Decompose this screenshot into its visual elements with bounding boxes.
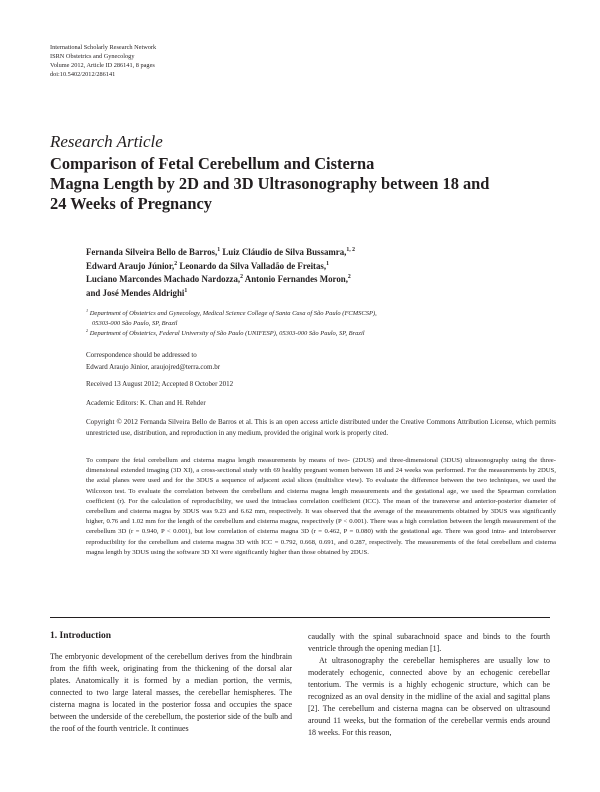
author-name: Edward Araujo Júnior,: [86, 260, 175, 271]
title-line-1: Comparison of Fetal Cerebellum and Cisterna: [50, 154, 375, 173]
affiliation-text: Department of Obstetrics and Gynecology, Medical Science College of Santa Casa of São Paulo (FCMSCSP),: [89, 310, 377, 317]
author-affil-sup: 1: [326, 260, 329, 267]
section-divider: [50, 617, 550, 618]
correspondence: [86, 350, 220, 373]
author-name: Luciano Marcondes Machado Nardozza,: [86, 274, 241, 285]
author-name: Luiz Cláudio de Silva Bussamra,: [222, 247, 347, 257]
journal-volume: Volume 2012, Article ID 286141, 8 pages: [50, 61, 155, 69]
affiliation-1: [86, 309, 556, 329]
author-line-4: [86, 287, 556, 301]
author-affil-sup: 1, 2: [346, 247, 356, 254]
article-type: Research Article: [50, 132, 163, 151]
intro-paragraph-1: The embryonic development of the cerebellum derives from the hindbrain from the fifth week, originating from the thickening of the dorsal alar plates. Anatomically it is formed by a median portion, the vermis, connected to two large lateral masses, the cerebellar hemispheres. The cisterna magna is located in the posterior fossa and occupies the space between the underside of the cerebellum, the posterior side of the bulb and the roof of the fourth ventricle. It continues: [50, 652, 292, 733]
affiliation-text: Department of Obstetrics, Federal University of São Paulo (UNIFESP), 05303-000 São Paulo, SP, Brazil: [89, 330, 365, 338]
copyright-notice: Copyright © 2012 Fernanda Silveira Bello de Barros et al. This is an open access article distributed under the Creative Commons Attribution License, which permits unrestricted use, distribution, and reproduction in any medium, provided the original work is properly cited.: [86, 418, 556, 437]
affiliations: [86, 309, 556, 339]
abstract-text: To compare the fetal cerebellum and cisterna magna length measurements by means of two- (2DUS) and three-dimensional (3DUS) ultrasonography using the three-dimensional extended imaging (3D XI), a cross-sectional study with 69 healthy pregnant women between 18 and 24 weeks was performed. For the measurements by 2DUS, the axial planes were used and for the 3DUS a sequence of adjacent axial slices (multislice view). To evaluate the difference between the two techniques, we used the Wilcoxon test. To evaluate the correlation between the cerebellum and cisterna magna length measurements and the gestational age, we used the Spearman correlation coefficient (r). For the calculation of reproducibility, we used the intraclass correlation coefficient (ICC). The mean of the transverse and anterior-posterior diameter of cerebellum and cisterna magna by 3DUS was 9.23 and 6.62 mm, respectively. It was observed that the average of the measurements obtained by 3DUS was significantly higher, 0.76 and 1.02 mm for the length of the cerebellum and cisterna magna, respectively (P < 0.001). There was a high correlation between the length measurement of the cerebellum 3D (r = 0.940, P < 0.001), but low correlation of cisterna magna 3D (r = 0.462, P = 0.080) with the gestational age. There was good intra- and interobserver reproducibility for the cerebellum and cisterna magna 3D with ICC = 0.792, 0.668, 0.691, and 0.287, respectively. The measurements of the fetal cerebellum and cisterna magna length by 3DUS using the software 3D XI were significantly higher than those obtained by 2DUS.: [86, 457, 556, 556]
journal-header: [50, 44, 156, 80]
author-affil-sup: 1: [184, 287, 188, 294]
journal-name: ISRN Obstetrics and Gynecology: [50, 52, 135, 60]
author-affil-sup: 2: [240, 274, 244, 281]
author-name: Leonardo da Silva Valladão de Freitas,: [179, 260, 327, 271]
abstract: [86, 456, 556, 558]
author-affil-sup: 2: [347, 274, 351, 281]
intro-paragraph-2: At ultrasonography the cerebellar hemispheres are usually low to moderately echogenic, connected above by an echogenic cerebellar tentorium. The vermis is a highly echogenic structure, which can be recognized as an oval density in the midline of the axial and sagittal plans [2]. The cerebellum and cisterna magna can be observed on ultrasound around 11 weeks, but the formation of the cerebellar vermis ends around 18 weeks. For this reason,: [308, 655, 550, 737]
affiliation-text-cont: 05303-000 São Paulo, SP, Brazil: [92, 320, 178, 328]
academic-editors: Academic Editors: K. Chan and H. Rehder: [86, 399, 206, 407]
journal-network: International Scholarly Research Network: [50, 44, 157, 51]
article-title: [50, 154, 550, 214]
left-column: [50, 631, 292, 735]
author-line-3: [86, 273, 556, 287]
affiliation-2: [86, 329, 556, 339]
section-heading-introduction: 1. Introduction: [50, 631, 112, 641]
right-column: [308, 631, 550, 739]
author-affil-sup: 1: [217, 247, 221, 254]
title-line-3: 24 Weeks of Pregnancy: [50, 194, 212, 213]
correspondence-label: Correspondence should be addressed to: [86, 351, 197, 359]
author-name: Antonio Fernandes Moron,: [244, 274, 348, 285]
author-list: [86, 246, 556, 300]
title-line-2: Magna Length by 2D and 3D Ultrasonography between 18 and: [50, 174, 490, 193]
author-line-1: [86, 246, 556, 260]
journal-doi: doi:10.5402/2012/286141: [50, 70, 116, 78]
author-name: and José Mendes Aldrighi: [86, 287, 185, 298]
author-affil-sup: 2: [174, 260, 178, 267]
author-name: Fernanda Silveira Bello de Barros,: [86, 247, 218, 257]
correspondence-value: Edward Araujo Júnior, araujojred@terra.com.br: [86, 362, 221, 371]
affiliation-sup: 2: [86, 328, 89, 334]
affiliation-sup: 1: [86, 307, 89, 313]
author-line-2: [86, 260, 556, 274]
received-dates: Received 13 August 2012; Accepted 8 October 2012: [86, 380, 234, 388]
intro-paragraph-1-cont: caudally with the spinal subarachnoid space and binds to the fourth ventricle through the opening median [1].: [308, 632, 550, 653]
